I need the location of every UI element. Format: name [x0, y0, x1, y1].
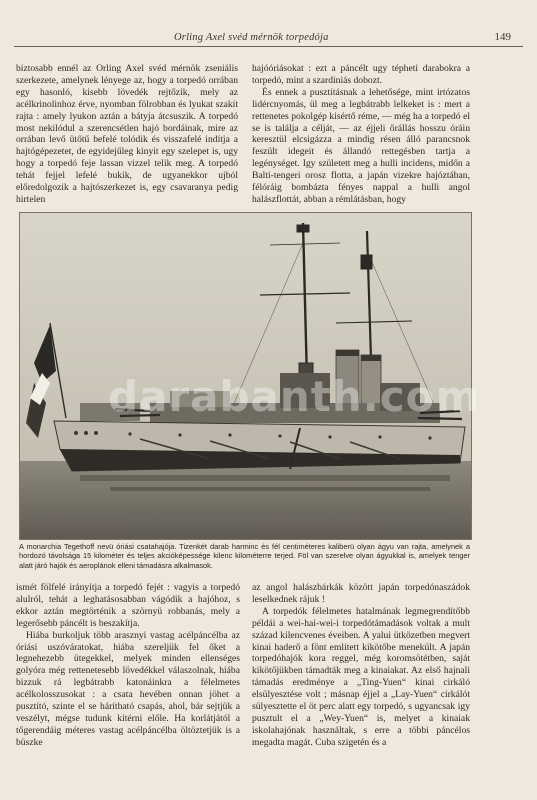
watermark: darabanth.com — [108, 372, 481, 421]
text-column-top-left — [16, 63, 238, 206]
running-head — [14, 30, 523, 47]
paragraph: Hiába burkoljuk több arasznyi vastag acélpáncélba az óriási uszóváratokat, hiába szereljük fel őket a legnehezebb ütegekkel, melyek minden ellenséges golyóra még rettenetesebb lövedékkel válaszolnak, hiába bizzuk rá legbátrabb katonáinkra a félelmetes acélkolosszusokat : a csata hevében onnan jöhet a pusztító, szinte el se hárítható csapás, ahol, bár sejtjük a veszélyt, mégse tudunk kitérni előle. Ha korlátjától a tőgerendáig méteres vastag acélpáncélba öltöztetjük is a büszke — [16, 629, 240, 748]
paragraph: biztosabb ennél az Orling Axel svéd mérnök zseniális szerkezete, amelynek lényege az, hogy a torpedó orrában egy hasonló, kisebb lövedék rejtőzik, mely az acélkrinolinhoz érve, nyomban fölrobban és lyukat szakít rajta : amely lyukon aztán a bátyja átcsuszik. A torpedó most nekilódul a szerencsétlen hajó bordáinak, mire az orrában levő ütőtű befelé tolódik és visszafelé indítja a hajtógépezetet, de egyidejűleg kinyit egy szelepet is, ugy hogy a torpedó feje lassan vizzel telik meg. A torpedó tehát fejjel lefelé bukik, de ugyanekkor ujból előredolgozik a hajtószerkezet is, egy csavaranya pedig hirtelen — [16, 63, 238, 205]
paragraph: A torpedók félelmetes hatalmának legmegrendítőbb példái a wei-hai-wei-i torpedótámadások voltak a mult század kilencvenes éveiben. A yalui ütközetben megvert kinai haderő a fönt említett kikötőbe menekült. A japán torpedóhajók kora reggel, még koromsötétben, saját kikötőjükben támadták meg a kinaiakat. Az első hajnali támadás eredménye a „Ting-Yuen“ kinai cirkáló elsülyesztése volt ; másnap éjjel a „Lay-Yuen“ cirkálót sülyesztette el öt perc alatt egy torpedó, s ugyancsak igy pusztult el a „Wey-Yuen“ is, melyet a kinaiak iskolahajónak használtak, s erre a többi páncélos megadta magát. Cuba szigetén és a — [252, 605, 470, 748]
text-column-top-right — [252, 63, 470, 206]
paragraph: ismét fölfelé irányítja a torpedó fejét : vagyis a torpedó alulról, tehát a leghatásosabban vágódik a hajóhoz, s ekkor aztán megtörténik a szörnyü robbanás, mely a legerősebb páncélt is beszakítja. — [16, 582, 240, 629]
battleship-illustration — [20, 213, 471, 539]
page-number: 149 — [494, 31, 511, 43]
running-title: Orling Axel svéd mérnök torpedója — [174, 32, 329, 43]
paragraph: az angol halászbárkák között japán torpedónaszádok leselkednek rájuk ! — [252, 582, 470, 605]
paragraph: hajóóriásokat : ezt a páncélt ugy tépheti darabokra a torpedó, mint a szardiniás dobozt. — [252, 63, 470, 86]
photo-caption: A monarchia Tegethoff nevü óriási csatahajója. Tizenkét darab harminc és fél centiméteres kaliberü olyan ágyu van rajta, amelynek a hordozó távolsága 15 kilométer és teljes akcióképessége kilenc kilométerre terjed. Föl van szerelve olyan ágyukkal is, amelyek tenger alatt járó hajók és aeroplánok elleni támadásra alkalmasok. — [19, 542, 470, 570]
text-column-bottom-right — [252, 582, 470, 749]
text-column-bottom-left — [16, 582, 240, 749]
battleship-photo — [19, 212, 472, 540]
paragraph: És ennek a pusztításnak a lehetősége, mint irtózatos lidércnyomás, ül meg a legbátrabb lelkeket is : mert a rettenetes pokolgép kisértő réme, — még ha a torpedó el se is találja a célját, — az éjjeli őrállás hosszu óráin keresztül elcsigázza a mindig résen álló parancsnok feszült idegeit és állandó rettegésben tartja a legénységet. Igy született meg a hulli incidens, midőn a Balti-tengeri orosz flotta, a japán vizekre hajóztában, félóráig bombázta fényes nappal a hulli angol halászflottát, abban a rémlátásban, hogy — [252, 86, 470, 205]
